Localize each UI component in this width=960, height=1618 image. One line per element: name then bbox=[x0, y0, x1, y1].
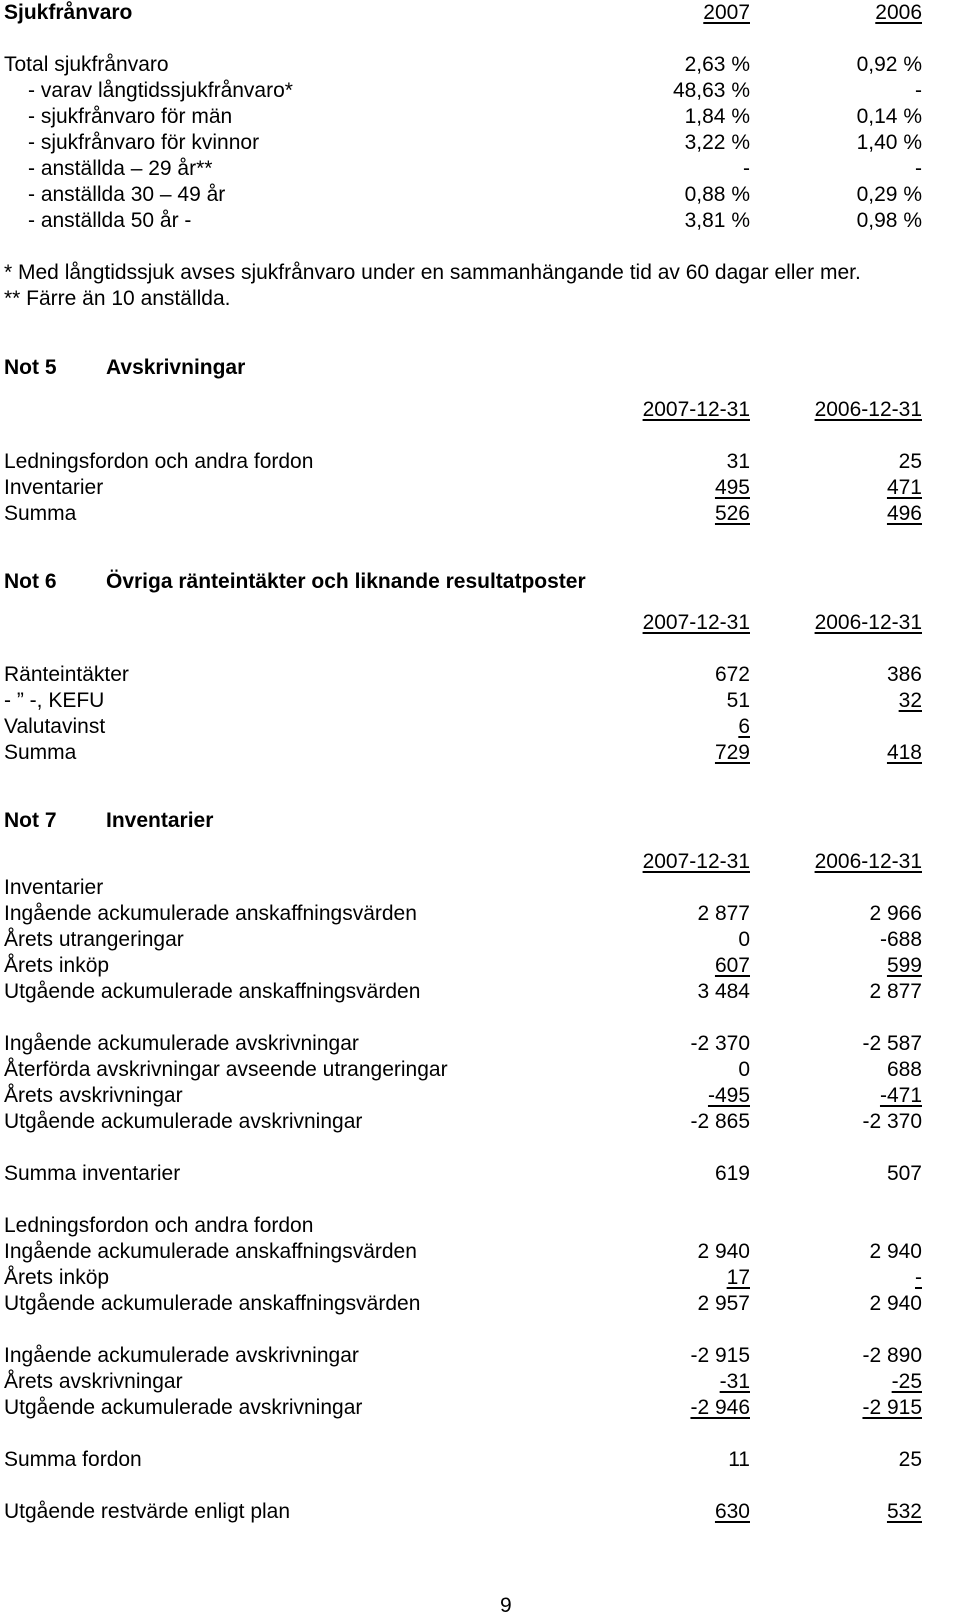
sick-leave-header bbox=[0, 0, 960, 26]
row-value-2007: -2 946 bbox=[690, 1396, 750, 1419]
table-row bbox=[0, 1109, 960, 1135]
row-value-2006: 386 bbox=[886, 663, 922, 686]
row-value-2006: - bbox=[915, 1266, 922, 1289]
row-label: Ränteintäkter bbox=[4, 663, 129, 686]
footnote-few-employees: ** Färre än 10 anställda. bbox=[4, 287, 231, 310]
row-label: - anställda 30 – 49 år bbox=[28, 183, 226, 206]
row-value-2007: 1,84 % bbox=[684, 105, 750, 128]
row-value-2007: -495 bbox=[707, 1084, 750, 1107]
row-value-2007: 0 bbox=[738, 928, 750, 951]
row-label: Summa bbox=[4, 741, 77, 764]
row-value-2006: 1,40 % bbox=[856, 131, 922, 154]
row-label: Summa inventarier bbox=[4, 1162, 181, 1185]
table-row bbox=[0, 688, 960, 714]
sick-leave-title: Sjukfrånvaro bbox=[4, 1, 133, 24]
row-value-2006: - bbox=[915, 79, 922, 102]
row-value-2006: 496 bbox=[886, 502, 922, 525]
date-2006-header: 2006-12-31 bbox=[814, 398, 922, 421]
row-value-2006: -2 915 bbox=[862, 1396, 922, 1419]
row-label: Årets inköp bbox=[4, 954, 110, 977]
table-row bbox=[0, 714, 960, 740]
row-value-2007: 526 bbox=[714, 502, 750, 525]
row-value-2006: 471 bbox=[886, 476, 922, 499]
row-value-2007: 495 bbox=[714, 476, 750, 499]
sick-row bbox=[0, 130, 960, 156]
row-label: Återförda avskrivningar avseende utrangeringar bbox=[4, 1058, 448, 1081]
table-row bbox=[0, 1291, 960, 1317]
row-value-2007: 48,63 % bbox=[672, 79, 750, 102]
table-row bbox=[0, 1395, 960, 1421]
row-label: - sjukfrånvaro för män bbox=[28, 105, 233, 128]
date-2006-header: 2006-12-31 bbox=[814, 850, 922, 873]
row-value-2006: 2 966 bbox=[869, 902, 922, 925]
row-value-2007: 2 940 bbox=[697, 1240, 750, 1263]
row-value-2007: 2,63 % bbox=[684, 53, 750, 76]
table-row bbox=[0, 927, 960, 953]
table-row bbox=[0, 1161, 960, 1187]
note-title: Avskrivningar bbox=[106, 356, 246, 379]
row-value-2007: 3 484 bbox=[697, 980, 750, 1003]
table-row bbox=[0, 740, 960, 766]
row-value-2006: 0,98 % bbox=[856, 209, 922, 232]
row-value-2007: 31 bbox=[726, 450, 750, 473]
row-value-2006: 25 bbox=[898, 450, 922, 473]
row-value-2007: -31 bbox=[719, 1370, 750, 1393]
row-value-2007: 2 877 bbox=[697, 902, 750, 925]
row-label: Ledningsfordon och andra fordon bbox=[4, 450, 314, 473]
table-row bbox=[0, 1083, 960, 1109]
table-row bbox=[0, 953, 960, 979]
row-value-2007: 11 bbox=[728, 1448, 750, 1471]
date-header bbox=[0, 397, 960, 423]
row-value-2006: 32 bbox=[898, 689, 922, 712]
table-row bbox=[0, 501, 960, 527]
row-label: Ingående ackumulerade anskaffningsvärden bbox=[4, 902, 417, 925]
row-value-2006: 0,92 % bbox=[856, 53, 922, 76]
date-2007-header: 2007-12-31 bbox=[642, 850, 750, 873]
row-value-2007: 729 bbox=[714, 741, 750, 764]
row-label: Ingående ackumulerade anskaffningsvärden bbox=[4, 1240, 417, 1263]
note-number: Not 5 bbox=[4, 356, 57, 379]
row-value-2007: 6 bbox=[738, 715, 750, 738]
footnote bbox=[0, 260, 960, 286]
table-row bbox=[0, 449, 960, 475]
row-value-2006: 599 bbox=[886, 954, 922, 977]
date-2007-header: 2007-12-31 bbox=[642, 398, 750, 421]
note-number: Not 6 bbox=[4, 570, 57, 593]
row-value-2007: 0 bbox=[738, 1058, 750, 1081]
row-value-2006: -2 890 bbox=[862, 1344, 922, 1367]
row-value-2006: -471 bbox=[879, 1084, 922, 1107]
row-label: - sjukfrånvaro för kvinnor bbox=[28, 131, 260, 154]
row-value-2006: 532 bbox=[886, 1500, 922, 1523]
row-label: Årets avskrivningar bbox=[4, 1370, 183, 1393]
row-value-2006: -688 bbox=[879, 928, 922, 951]
date-header bbox=[0, 849, 960, 875]
row-label: Summa fordon bbox=[4, 1448, 142, 1471]
sick-row bbox=[0, 52, 960, 78]
date-header bbox=[0, 610, 960, 636]
sick-row bbox=[0, 104, 960, 130]
table-row bbox=[0, 475, 960, 501]
date-2007-header: 2007-12-31 bbox=[642, 611, 750, 634]
table-row bbox=[0, 1213, 960, 1239]
table-row bbox=[0, 979, 960, 1005]
row-value-2006: -25 bbox=[891, 1370, 922, 1393]
row-value-2006: -2 587 bbox=[862, 1032, 922, 1055]
row-value-2007: 0,88 % bbox=[684, 183, 750, 206]
row-value-2007: -2 865 bbox=[690, 1110, 750, 1133]
row-label: Valutavinst bbox=[4, 715, 106, 738]
note-heading bbox=[0, 355, 960, 381]
group-label: Ledningsfordon och andra fordon bbox=[4, 1214, 314, 1237]
table-row bbox=[0, 901, 960, 927]
row-label: Utgående ackumulerade anskaffningsvärden bbox=[4, 980, 421, 1003]
row-value-2006: 2 940 bbox=[869, 1292, 922, 1315]
table-row bbox=[0, 662, 960, 688]
row-value-2007: -2 370 bbox=[690, 1032, 750, 1055]
year-2006-header: 2006 bbox=[875, 1, 922, 24]
footnote-long-term: * Med långtidssjuk avses sjukfrånvaro under en sammanhängande tid av 60 dagar eller mer. bbox=[4, 261, 861, 284]
date-2006-header: 2006-12-31 bbox=[814, 611, 922, 634]
table-row bbox=[0, 1369, 960, 1395]
row-value-2006: 688 bbox=[886, 1058, 922, 1081]
sick-row bbox=[0, 78, 960, 104]
table-row bbox=[0, 1265, 960, 1291]
row-value-2006: 507 bbox=[886, 1162, 922, 1185]
table-row bbox=[0, 1499, 960, 1525]
row-value-2006: -2 370 bbox=[862, 1110, 922, 1133]
sick-row bbox=[0, 208, 960, 234]
row-value-2007: 51 bbox=[726, 689, 750, 712]
row-value-2006: 2 940 bbox=[869, 1240, 922, 1263]
sick-row bbox=[0, 156, 960, 182]
row-label: Årets utrangeringar bbox=[4, 928, 184, 951]
row-label: - anställda 50 år - bbox=[28, 209, 192, 232]
table-row bbox=[0, 875, 960, 901]
row-value-2007: - bbox=[743, 157, 750, 180]
row-label: Inventarier bbox=[4, 476, 104, 499]
row-value-2007: -2 915 bbox=[690, 1344, 750, 1367]
table-row bbox=[0, 1031, 960, 1057]
row-label: - anställda – 29 år** bbox=[28, 157, 213, 180]
note-heading bbox=[0, 569, 960, 595]
row-value-2006: 0,14 % bbox=[856, 105, 922, 128]
row-value-2007: 2 957 bbox=[697, 1292, 750, 1315]
table-row bbox=[0, 1447, 960, 1473]
row-label: Ingående ackumulerade avskrivningar bbox=[4, 1344, 359, 1367]
row-value-2007: 3,81 % bbox=[684, 209, 750, 232]
note-number: Not 7 bbox=[4, 809, 57, 832]
table-row bbox=[0, 1343, 960, 1369]
footnote bbox=[0, 286, 960, 312]
group-label: Inventarier bbox=[4, 876, 104, 899]
row-value-2006: 418 bbox=[886, 741, 922, 764]
row-value-2007: 630 bbox=[714, 1500, 750, 1523]
row-value-2006: 0,29 % bbox=[856, 183, 922, 206]
page-number: 9 bbox=[500, 1594, 512, 1617]
row-label: Utgående ackumulerade anskaffningsvärden bbox=[4, 1292, 421, 1315]
row-value-2007: 672 bbox=[714, 663, 750, 686]
row-label: Utgående ackumulerade avskrivningar bbox=[4, 1110, 363, 1133]
row-label: Utgående restvärde enligt plan bbox=[4, 1500, 291, 1523]
note-title: Övriga ränteintäkter och liknande resultatposter bbox=[106, 570, 586, 593]
year-2007-header: 2007 bbox=[703, 1, 750, 24]
row-label: Ingående ackumulerade avskrivningar bbox=[4, 1032, 359, 1055]
row-value-2006: - bbox=[915, 157, 922, 180]
row-value-2007: 619 bbox=[714, 1162, 750, 1185]
row-value-2006: 2 877 bbox=[869, 980, 922, 1003]
row-label: - varav långtidssjukfrånvaro* bbox=[28, 79, 293, 102]
row-label: Total sjukfrånvaro bbox=[4, 53, 169, 76]
row-label: Summa bbox=[4, 502, 77, 525]
row-value-2006: 25 bbox=[898, 1448, 922, 1471]
note-title: Inventarier bbox=[106, 809, 214, 832]
row-label: Årets inköp bbox=[4, 1266, 110, 1289]
sick-row bbox=[0, 182, 960, 208]
row-label: - ” -, KEFU bbox=[4, 689, 105, 712]
table-row bbox=[0, 1057, 960, 1083]
row-label: Årets avskrivningar bbox=[4, 1084, 183, 1107]
row-value-2007: 3,22 % bbox=[684, 131, 750, 154]
note-heading bbox=[0, 808, 960, 834]
row-value-2007: 607 bbox=[714, 954, 750, 977]
table-row bbox=[0, 1239, 960, 1265]
row-value-2007: 17 bbox=[726, 1266, 750, 1289]
row-label: Utgående ackumulerade avskrivningar bbox=[4, 1396, 363, 1419]
